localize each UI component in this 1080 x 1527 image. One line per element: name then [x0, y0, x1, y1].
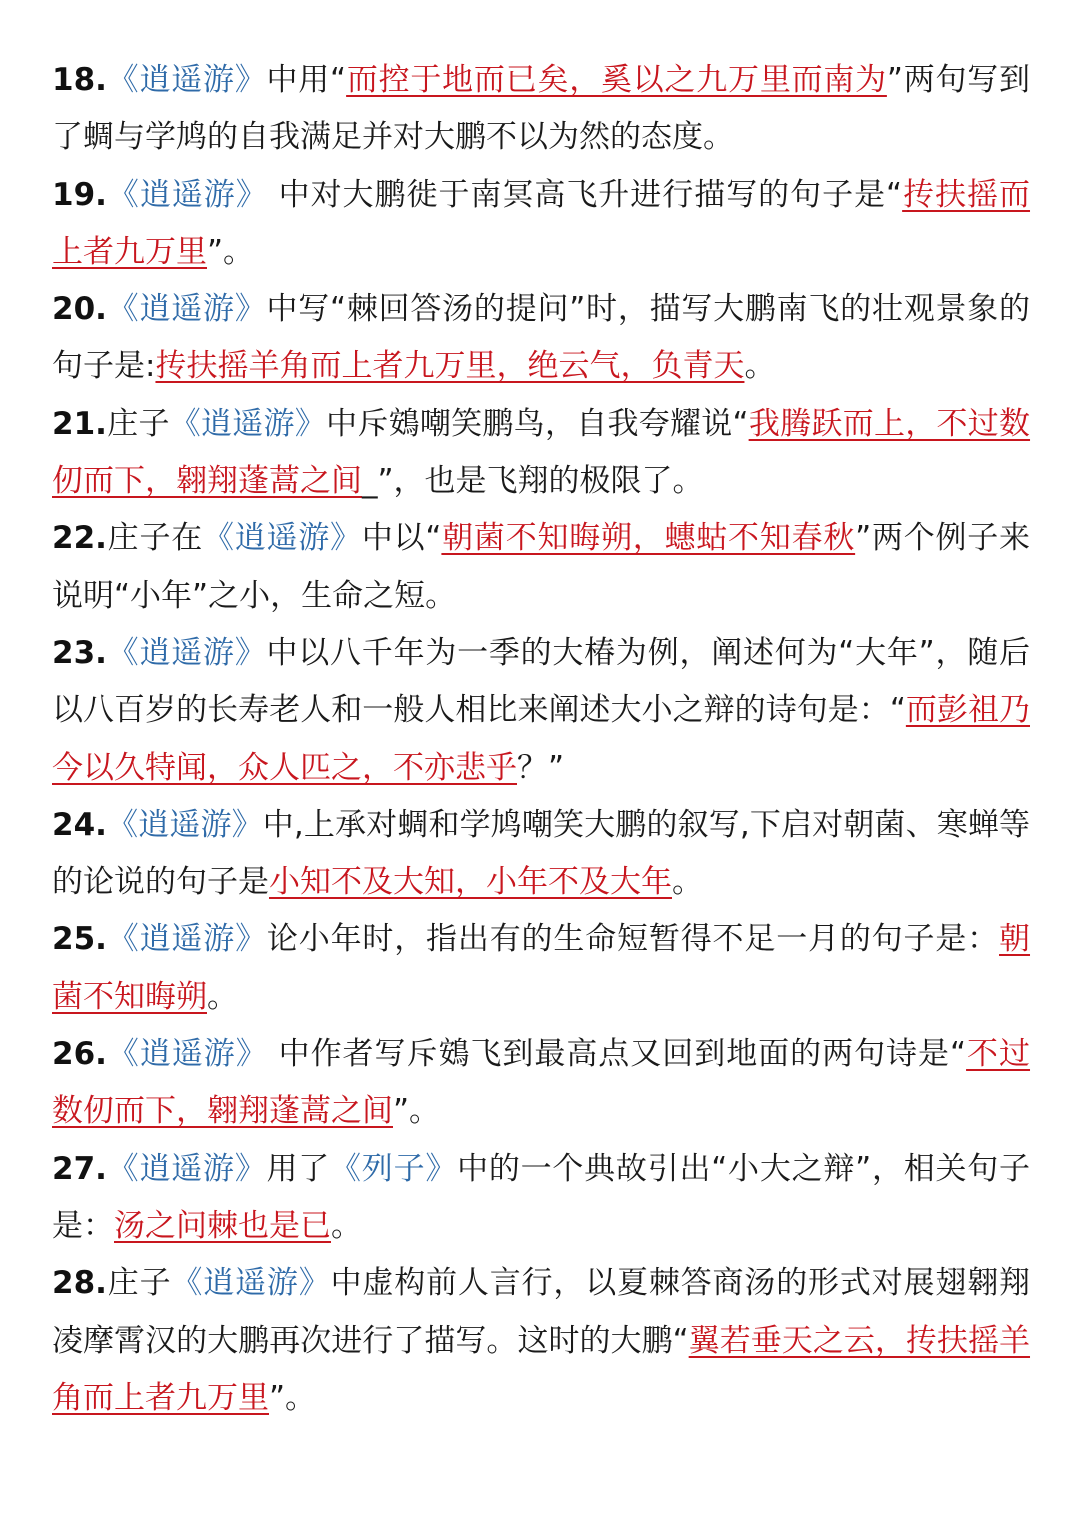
question-number: 26.	[52, 1036, 107, 1073]
question-text: 中的一个典故引出“小大之辩”，相关句子是：	[52, 1150, 1030, 1244]
question-18	[52, 52, 1030, 167]
question-text: 中以“	[361, 520, 442, 557]
question-text: 中写“棘回答汤的提问”时，描写大鹏南飞的壮观景象的句子是:	[52, 291, 1030, 385]
question-list	[52, 52, 1030, 1427]
question-number: 28.	[52, 1265, 107, 1302]
book-title: 《逍遥游》	[106, 921, 267, 958]
question-20	[52, 281, 1030, 396]
book-title: 《逍遥游》	[106, 806, 263, 843]
book-title: 《逍遥游》	[202, 520, 362, 557]
answer-text: 抟扶摇而上者九万里	[52, 176, 1031, 270]
question-text: 庄子	[106, 1265, 172, 1302]
question-number: 27.	[52, 1150, 107, 1187]
question-number: 18.	[52, 62, 107, 98]
question-text: _”，也是飞翔的极限了。	[362, 463, 704, 500]
question-text: 。	[744, 348, 776, 385]
question-text: 中对大鹏徙于南冥高飞升进行描写的句子是“	[267, 176, 903, 213]
answer-text: 抟扶摇羊角而上者九万里，绝云气，负青天	[155, 348, 745, 385]
question-28	[52, 1255, 1030, 1427]
question-text: ？”	[517, 749, 565, 786]
question-text: 中以八千年为一季的大椿为例，阐述何为“大年”，随后以八百岁的长寿老人和一般人相比来阐述大小之辩的诗句是：“	[52, 634, 1030, 729]
question-text: 庄子在	[106, 520, 203, 557]
question-text: 。	[672, 864, 703, 901]
question-text: 中,上承对蜩和学鸠嘲笑大鹏的叙写,下启对朝菌、寒蝉等的论说的句子是	[52, 806, 1030, 901]
question-number: 22.	[52, 520, 107, 557]
book-title: 《逍遥游》	[171, 1265, 331, 1302]
question-number: 25.	[52, 921, 107, 958]
question-text: 中作者写斥鴳飞到最高点又回到地面的两句诗是“	[267, 1036, 967, 1073]
question-number: 19.	[52, 176, 107, 213]
answer-text: 不过数仞而下，翱翔蓬蒿之间	[52, 1036, 1031, 1130]
question-text: 庄子	[106, 405, 170, 442]
question-text: 中斥鴳嘲笑鹏鸟，自我夸耀说“	[326, 405, 749, 442]
book-title: 《逍遥游》	[106, 291, 267, 328]
question-text: ”。	[393, 1093, 441, 1130]
question-21	[52, 396, 1030, 511]
question-24	[52, 797, 1030, 912]
answer-text: 我腾跃而上，不过数仞而下，翱翔蓬蒿之间	[52, 405, 1031, 500]
question-number: 24.	[52, 806, 107, 843]
question-text: 中虚构前人言行，以夏棘答商汤的形式对展翅翱翔凌摩霄汉的大鹏再次进行了描写。这时的大鹏“	[52, 1265, 1031, 1359]
question-text: 中用“	[266, 62, 347, 98]
question-text: ”。	[207, 233, 255, 270]
book-title: 《逍遥游》	[106, 1150, 267, 1187]
question-text: 。	[331, 1207, 362, 1244]
question-text: ”。	[269, 1379, 317, 1416]
question-number: 21.	[52, 405, 107, 442]
question-27	[52, 1141, 1030, 1256]
question-number: 23.	[52, 634, 107, 671]
book-title: 《列子》	[330, 1150, 458, 1187]
question-text: 用了	[266, 1150, 331, 1187]
book-title: 《逍遥游》	[106, 176, 268, 213]
answer-text: 小知不及大知，小年不及大年	[269, 864, 672, 901]
question-text: ”两个例子来说明“小年”之小，生命之短。	[52, 520, 1031, 614]
question-text: ”两句写到了蜩与学鸠的自我满足并对大鹏不以为然的态度。	[52, 62, 1031, 156]
question-25	[52, 911, 1030, 1026]
answer-text: 朝菌不知晦朔	[52, 921, 1031, 1015]
question-text: 论小年时，指出有的生命短暂得不足一月的句子是：	[266, 921, 1000, 958]
answer-text: 而彭祖乃今以久特闻，众人匹之，不亦悲乎	[52, 692, 1030, 786]
question-text: 。	[207, 978, 238, 1015]
question-number: 20.	[52, 291, 107, 328]
question-22	[52, 510, 1030, 625]
book-title: 《逍遥游》	[106, 634, 267, 671]
question-23	[52, 625, 1030, 797]
answer-text: 汤之问棘也是已	[114, 1207, 331, 1244]
answer-text: 而控于地而已矣，奚以之九万里而南为	[346, 62, 887, 98]
book-title: 《逍遥游》	[106, 62, 267, 98]
answer-text: 翼若垂天之云，抟扶摇羊角而上者九万里	[52, 1322, 1031, 1416]
question-19	[52, 167, 1030, 282]
book-title: 《逍遥游》	[169, 405, 327, 442]
book-title: 《逍遥游》	[106, 1036, 268, 1073]
answer-text: 朝菌不知晦朔，蟪蛄不知春秋	[441, 520, 856, 557]
question-26	[52, 1026, 1030, 1141]
